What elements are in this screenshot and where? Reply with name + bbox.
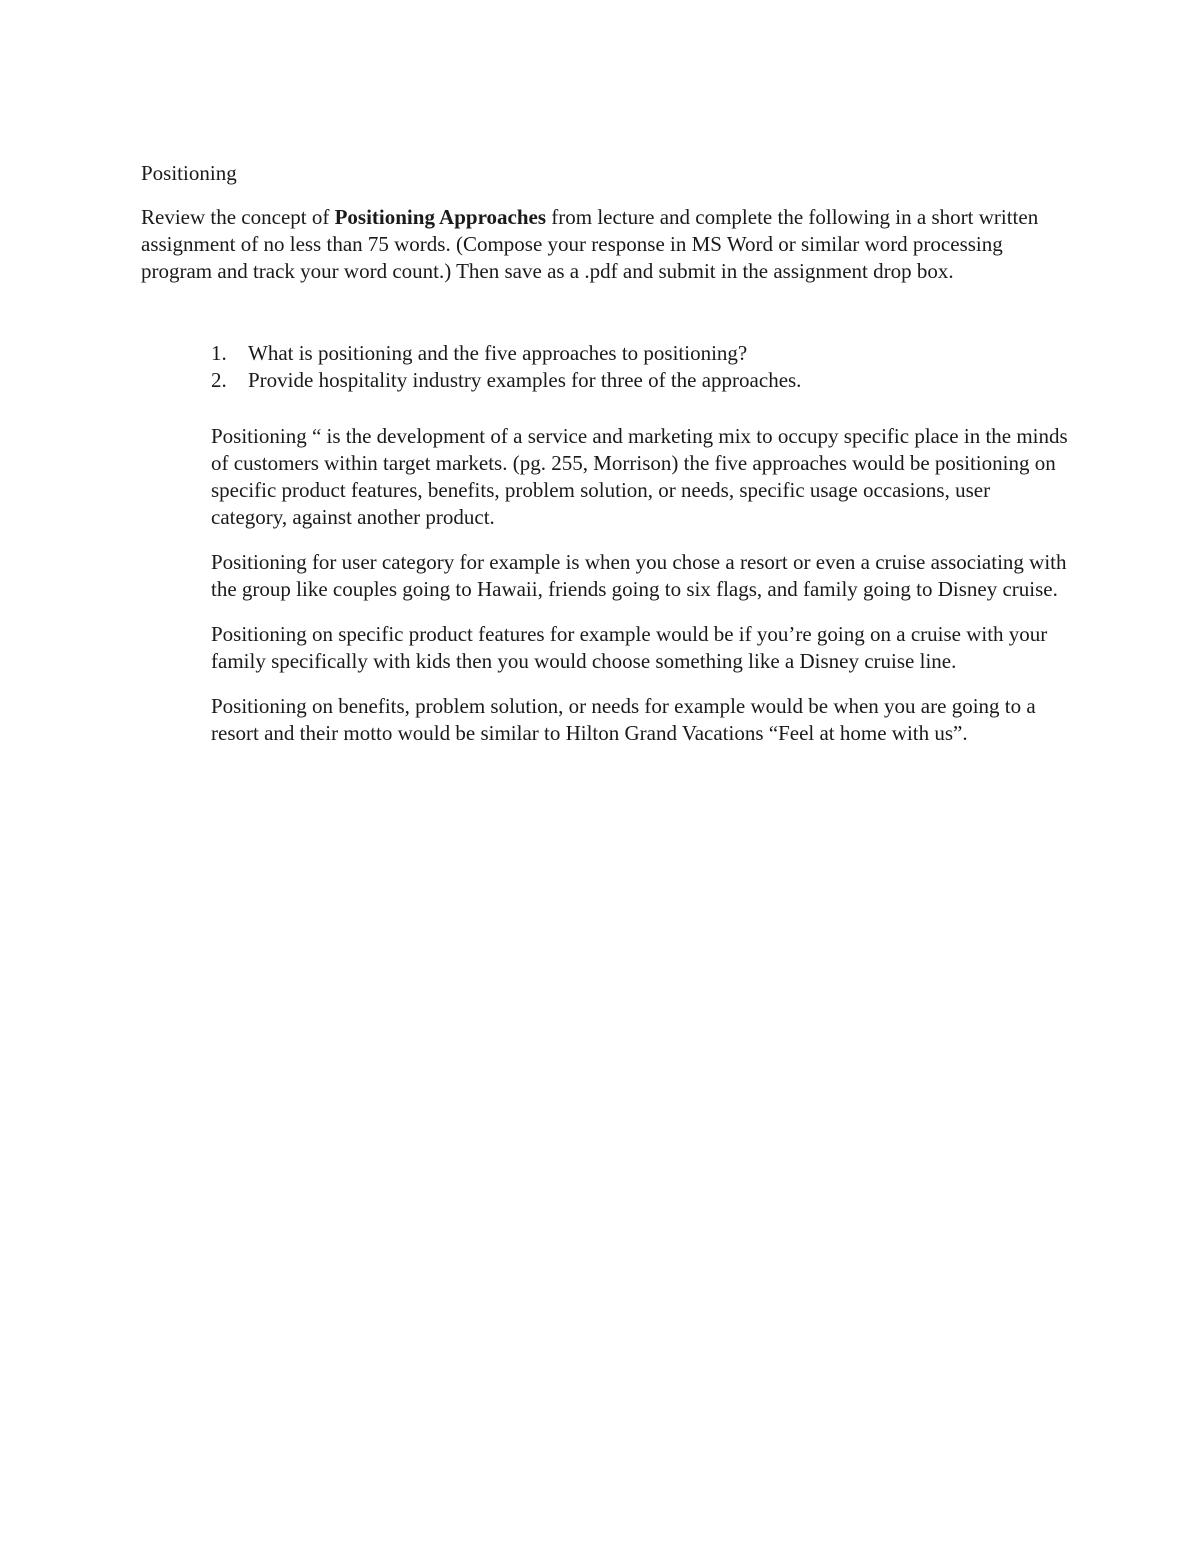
question-text: What is positioning and the five approaches to positioning? (248, 341, 748, 365)
instructions-text-start: Review the concept of (141, 205, 335, 229)
answer-paragraph-user-category: Positioning for user category for example is when you chose a resort or even a cruise associating with the group like couples going to Hawaii, friends going to six flags, and family going to Disney cruise. (211, 550, 1067, 601)
answer-paragraph-benefits: Positioning on benefits, problem solution, or needs for example would be when you are going to a resort and their motto would be similar to Hilton Grand Vacations “Feel at home with us”. (211, 694, 1036, 745)
answer-paragraph-product-features: Positioning on specific product features for example would be if you’re going on a cruise with your family specifically with kids then you would choose something like a Disney cruise line. (211, 622, 1048, 673)
instructions-text-end: from lecture and complete the following in a short written assignment of no less than 75 words. (Compose your response in MS Word or similar word processing program and track your word count.) Then save as a .pdf and submit in the assignment drop box. (141, 205, 1039, 283)
question-item (211, 367, 1091, 394)
answer-body (211, 423, 1071, 765)
question-item (211, 340, 1091, 367)
question-text: Provide hospitality industry examples for three of the approaches. (248, 368, 802, 392)
instructions-bold-term: Positioning Approaches (334, 205, 546, 229)
assignment-instructions (141, 204, 1071, 285)
question-number: 1. (211, 341, 227, 365)
question-number: 2. (211, 368, 227, 392)
answer-paragraph-definition: Positioning “ is the development of a service and marketing mix to occupy specific place in the minds of customers within target markets. (pg. 255, Morrison) the five approaches would be positioning on specific product features, benefits, problem solution, or needs, specific usage occasions, user category, against another product. (211, 424, 1068, 529)
question-list (211, 340, 1091, 394)
document-title: Positioning (141, 161, 237, 185)
